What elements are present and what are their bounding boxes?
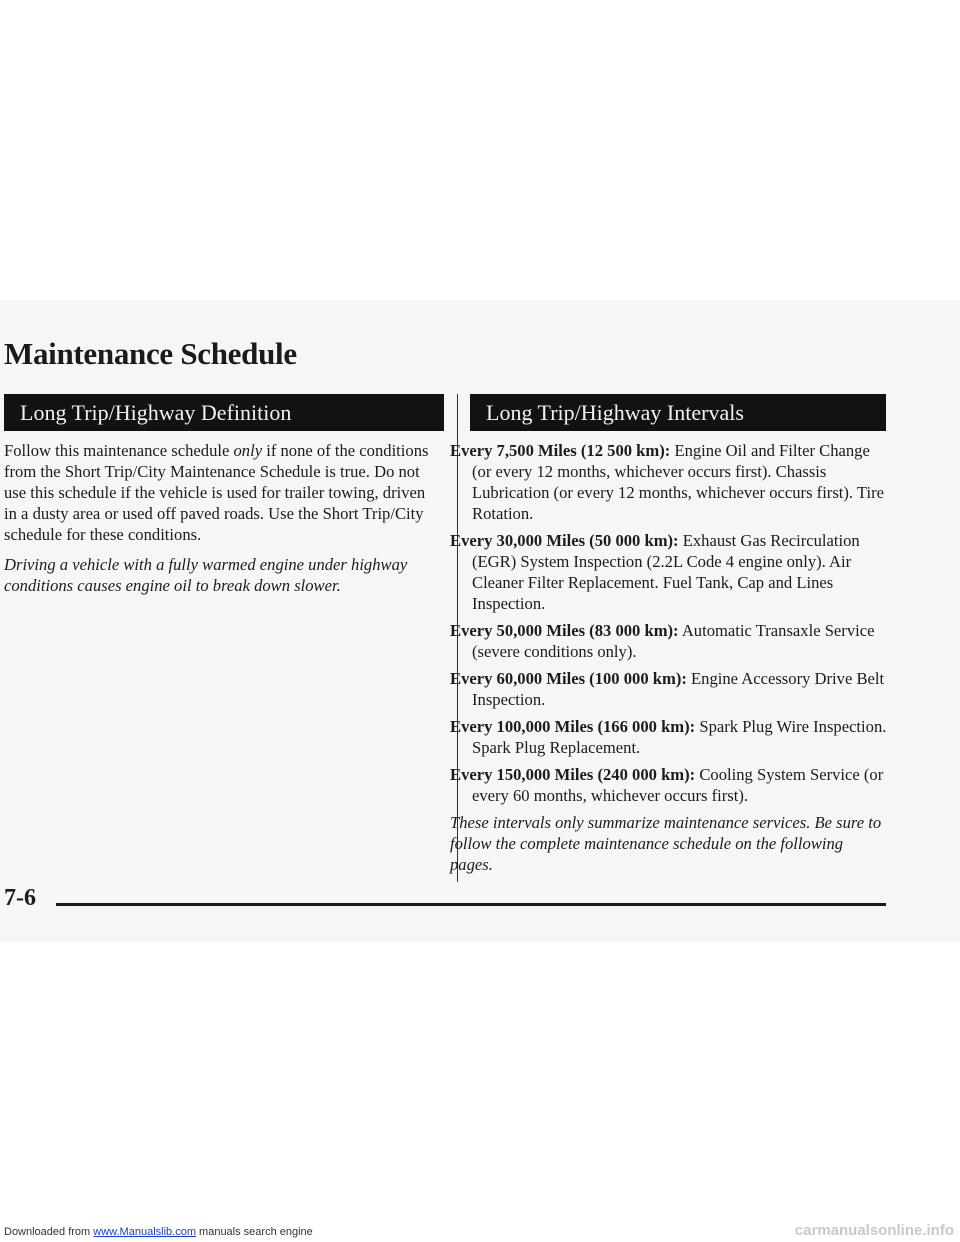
interval-label: Every 100,000 Miles (166 000 km): xyxy=(450,717,696,736)
page-title: Maintenance Schedule xyxy=(4,336,297,371)
interval-label: Every 30,000 Miles (50 000 km): xyxy=(450,531,679,550)
definition-emphasis: only xyxy=(233,441,263,460)
intervals-column xyxy=(450,440,890,875)
download-prefix: Downloaded from xyxy=(4,1226,94,1238)
download-source-line xyxy=(4,1226,313,1238)
interval-item xyxy=(450,530,890,614)
download-suffix: manuals search engine xyxy=(195,1226,313,1238)
interval-text: Cooling System Service (or every 60 months, whichever occurs first). xyxy=(472,765,884,805)
footer-rule xyxy=(56,903,886,906)
highway-note-text: Driving a vehicle with a fully warmed engine under highway conditions causes engine oil to break down slower. xyxy=(4,555,408,595)
interval-item xyxy=(450,764,890,806)
interval-label: Every 50,000 Miles (83 000 km): xyxy=(450,621,679,640)
manualslib-link[interactable]: www.Manualslib.com xyxy=(93,1226,196,1238)
interval-text: Spark Plug Wire Inspection. Spark Plug Replacement. xyxy=(472,717,887,757)
intervals-note: These intervals only summarize maintenance services. Be sure to follow the complete maintenance schedule on the following pages. xyxy=(450,813,882,874)
section-heading-definition: Long Trip/Highway Definition xyxy=(4,394,444,431)
definition-paragraph xyxy=(4,440,440,545)
section-heading-intervals: Long Trip/Highway Intervals xyxy=(470,394,886,431)
interval-text: Engine Oil and Filter Change (or every 12 months, whichever occurs first). Chassis Lubrication (or every 12 months, whichever occurs first). Tire Rotation. xyxy=(472,441,884,523)
page-number: 7-6 xyxy=(4,885,36,911)
definition-column xyxy=(4,440,440,596)
interval-text: Automatic Transaxle Service (severe conditions only). xyxy=(472,621,875,661)
interval-label: Every 60,000 Miles (100 000 km): xyxy=(450,669,687,688)
highway-note xyxy=(4,554,440,596)
interval-text: Engine Accessory Drive Belt Inspection. xyxy=(472,669,885,709)
site-watermark: carmanualsonline.info xyxy=(794,1222,954,1239)
interval-label: Every 150,000 Miles (240 000 km): xyxy=(450,765,696,784)
interval-item xyxy=(450,668,890,710)
interval-text: Exhaust Gas Recirculation (EGR) System Inspection (2.2L Code 4 engine only). Air Cleaner Filter Replacement. Fuel Tank, Cap and Lines Inspection. xyxy=(472,531,860,613)
interval-item xyxy=(450,440,890,524)
bottom-margin xyxy=(0,942,960,1242)
interval-label: Every 7,500 Miles (12 500 km): xyxy=(450,441,671,460)
top-margin xyxy=(0,0,960,300)
definition-text-start: Follow this maintenance schedule xyxy=(4,441,234,460)
interval-item xyxy=(450,620,890,662)
interval-item xyxy=(450,716,890,758)
definition-text-end: if none of the conditions from the Short Trip/City Maintenance Schedule is true. Do not use this schedule if the vehicle is used for trailer towing, driven in a dusty area or used off paved roads. Use the Short Trip/City schedule for these conditions. xyxy=(4,441,429,544)
